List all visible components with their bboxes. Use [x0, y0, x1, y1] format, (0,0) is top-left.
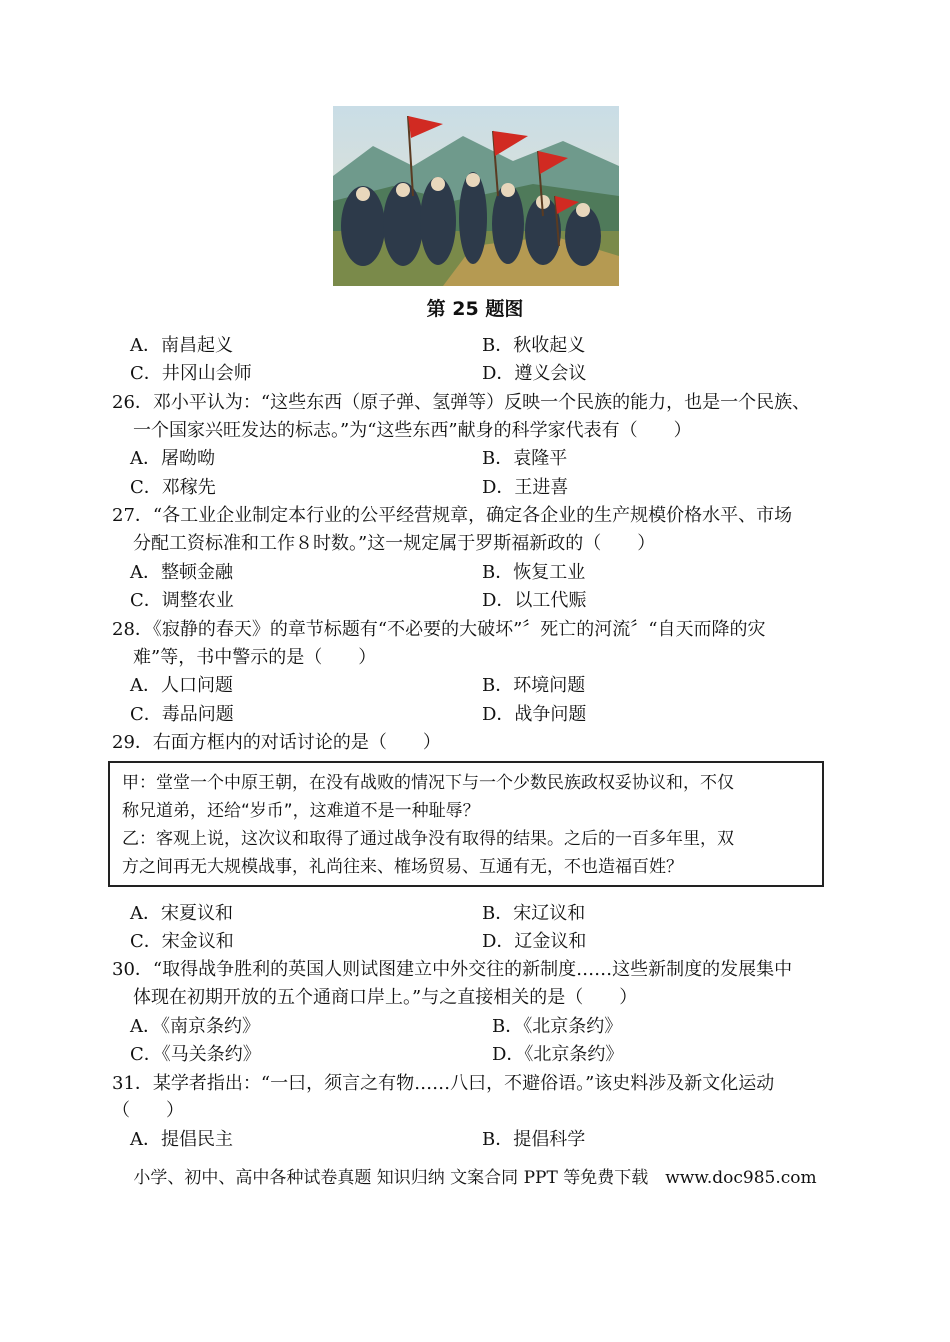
q30-option-b[interactable]: B．《北京条约》 — [492, 1016, 623, 1037]
q26-option-c[interactable]: C．邓稼先 — [130, 477, 216, 498]
q30-stem-line1: 30．“取得战争胜利的英国人则试图建立中外交往的新制度……这些新制度的发展集中 — [112, 959, 793, 980]
q25-option-b[interactable]: B．秋收起义 — [482, 335, 586, 356]
q28-option-b[interactable]: B．环境问题 — [482, 675, 586, 696]
q29-option-b[interactable]: B．宋辽议和 — [482, 903, 586, 924]
q28-stem-line2: 难”等，书中警示的是（ ） — [133, 647, 377, 668]
q31-option-b[interactable]: B．提倡科学 — [482, 1129, 586, 1150]
q26-option-a[interactable]: A．屠呦呦 — [130, 448, 215, 469]
q25-option-d[interactable]: D．遵义会议 — [482, 363, 587, 384]
q29-option-a[interactable]: A．宋夏议和 — [130, 903, 233, 924]
q26-option-b[interactable]: B．袁隆平 — [482, 448, 568, 469]
q28-option-a[interactable]: A．人口问题 — [130, 675, 233, 696]
painting-illustration — [333, 106, 619, 286]
q31-stem-line1: 31．某学者指出：“一曰，须言之有物……八曰，不避俗语。”该史料涉及新文化运动 — [112, 1073, 775, 1094]
q28-stem-line1: 28．《寂静的春天》的章节标题有“不必要的大破坏”〞死亡的河流〞“自天而降的灾 — [112, 619, 766, 640]
figure-caption: 第 25 题图 — [426, 298, 524, 320]
dialog-line-3: 乙：客观上说，这次议和取得了通过战争没有取得的结果。之后的一百多年里，双 — [122, 829, 734, 849]
q30-option-c[interactable]: C．《马关条约》 — [130, 1044, 261, 1065]
q29-option-d[interactable]: D．辽金议和 — [482, 931, 587, 952]
page-footer: 小学、初中、高中各种试卷真题 知识归纳 文案合同 PPT 等免费下载 www.doc985.com — [133, 1168, 817, 1188]
q28-option-c[interactable]: C．毒品问题 — [130, 704, 234, 725]
q30-option-a[interactable]: A．《南京条约》 — [130, 1016, 260, 1037]
q26-option-d[interactable]: D．王进喜 — [482, 477, 569, 498]
q30-option-d[interactable]: D．《北京条约》 — [492, 1044, 624, 1065]
q27-option-d[interactable]: D．以工代赈 — [482, 590, 587, 611]
q29-option-c[interactable]: C．宋金议和 — [130, 931, 234, 952]
q29-stem: 29．右面方框内的对话讨论的是（ ） — [112, 732, 441, 753]
q31-stem-line2: （ ） — [112, 1100, 184, 1121]
q26-stem-line1: 26．邓小平认为：“这些东西（原子弹、氢弹等）反映一个民族的能力，也是一个民族、 — [112, 392, 811, 413]
dialog-box — [108, 761, 824, 887]
q27-stem-line1: 27．“各工业企业制定本行业的公平经营规章，确定各企业的生产规模价格水平、市场 — [112, 505, 793, 526]
q25-option-a[interactable]: A．南昌起义 — [130, 335, 233, 356]
q27-option-a[interactable]: A．整顿金融 — [130, 562, 233, 583]
dialog-line-2: 称兄道弟，还给“岁币”，这难道不是一种耻辱？ — [122, 801, 480, 821]
q28-option-d[interactable]: D．战争问题 — [482, 704, 587, 725]
q27-stem-line2: 分配工资标准和工作８时数。”这一规定属于罗斯福新政的（ ） — [133, 533, 656, 554]
q27-option-c[interactable]: C．调整农业 — [130, 590, 234, 611]
q27-option-b[interactable]: B．恢复工业 — [482, 562, 586, 583]
q30-stem-line2: 体现在初期开放的五个通商口岸上。”与之直接相关的是（ ） — [133, 987, 638, 1008]
dialog-line-1: 甲：堂堂一个中原王朝，在没有战败的情况下与一个少数民族政权妥协议和，不仅 — [122, 773, 734, 793]
q31-option-a[interactable]: A．提倡民主 — [130, 1129, 233, 1150]
q26-stem-line2: 一个国家兴旺发达的标志。”为“这些东西”献身的科学家代表有（ ） — [133, 420, 692, 441]
dialog-line-4: 方之间再无大规模战事，礼尚往来、榷场贸易、互通有无，不也造福百姓？ — [122, 857, 683, 877]
q25-option-c[interactable]: C．井冈山会师 — [130, 363, 252, 384]
